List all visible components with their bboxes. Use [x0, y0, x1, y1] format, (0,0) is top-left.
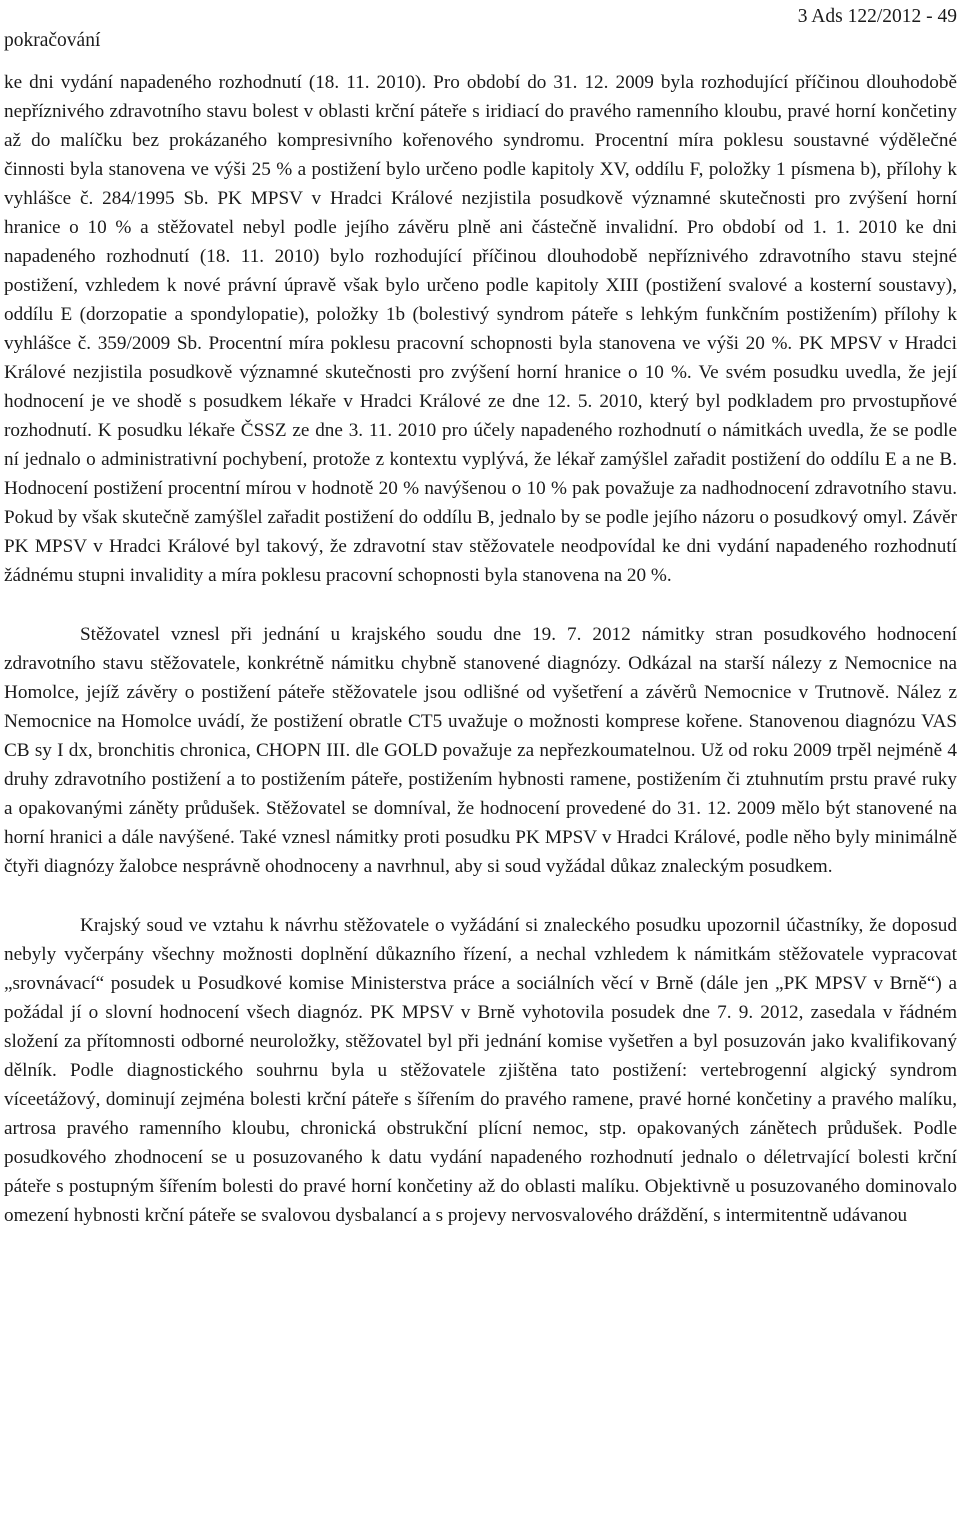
paragraph-2: Stěžovatel vznesl při jednání u krajského soudu dne 19. 7. 2012 námitky stran posudkového hodnocení zdravotního stavu stěžovatele, konkrétně námitku chybně stanovené diagnózy. Odkázal na starší nálezy z Nemocnice na Homolce, jejíž závěry o postižení páteře stěžovatele jsou odlišné od vyšetření a závěrů Nemocnice v Trutnově. Nález z Nemocnice na Homolce uvádí, že postižení obratle CT5 uvažuje o možnosti komprese kořene. Stanovenou diagnózu VAS CB sy I dx, bronchitis chronica, CHOPN III. dle GOLD považuje za nepřezkoumatelnou. Už od roku 2009 trpěl nejméně 4 druhy zdravotního postižení a to postižením páteře, postižením hybnosti ramene, postižením či ztuhnutím prstu pravé ruky a opakovanými záněty průdušek. Stěžovatel se domníval, že hodnocení provedené do 31. 12. 2009 mělo být stanovené na horní hranici a dále navýšené. Také vznesl námitky proti posudku PK MPSV v Hradci Králové, podle něho byly minimálně čtyři diagnózy žalobce nesprávně ohodnoceny a navrhnul, aby si soud vyžádal důkaz znaleckým posudkem.	[4, 624, 957, 877]
paragraph-3: Krajský soud ve vztahu k návrhu stěžovatele o vyžádání si znaleckého posudku upozornil účastníky, že doposud nebyly vyčerpány všechny možnosti doplnění důkazního řízení, a nechal vzhledem k námitkám stěžovatele vypracovat „srovnávací“ posudek u Posudkové komise Ministerstva práce a sociálních věcí v Brně (dále jen „PK MPSV v Brně“) a požádal jí o slovní hodnocení všech diagnóz. PK MPSV v Brně vyhotovila posudek dne 7. 9. 2012, zasedala v řádném složení za přítomnosti odborné neuroložky, stěžovatel byl při jednání komise vyšetřen a byl posuzován jako kvalifikovaný dělník. Podle diagnostického souhrnu byla u stěžovatele zjištěna tato postižení: vertebrogenní algický syndrom víceetážový, dominují zejména bolesti krční páteře s šířením do pravého ramene, pravé horné končetiny a pravého malíku, artrosa pravého ramenního kloubu, chronická obstrukční plícní nemoc, stp. opakovaných zánětech průdušek. Podle posudkového zhodnocení se u posuzovaného k datu vydání napadeného rozhodnutí jednalo o déletrvající bolesti krční páteře s postupným šířením bolesti do pravé horní končetiny až do oblasti malíku. Objektivně u posuzovaného dominovalo omezení hybnosti krční páteře se svalovou dysbalancí a s projevy nervosvalového dráždění, s intermitentně udávanou	[4, 915, 957, 1226]
page-header	[4, 0, 957, 62]
continuation-label: pokračování	[4, 30, 101, 51]
case-number: 3 Ads 122/2012 - 49	[797, 6, 957, 27]
paragraph-1: ke dni vydání napadeného rozhodnutí (18. 11. 2010). Pro období do 31. 12. 2009 byla rozhodující příčinou dlouhodobě nepříznivého zdravotního stavu bolest v oblasti krční páteře s iridiací do pravého ramenního kloubu, pravé horní končetiny až do malíčku bez prokázaného kompresivního kořenového syndromu. Procentní míra poklesu soustavné výdělečné činnosti byla stanovena ve výši 25 % a postižení bylo určeno podle kapitoly XV, oddílu F, položky 1 písmena b), přílohy k vyhlášce č. 284/1995 Sb. PK MPSV v Hradci Králové nezjistila posudkově významné skutečnosti pro zvýšení horní hranice o 10 % a stěžovatel nebyl podle jejího závěru plně ani částečně invalidní. Pro období od 1. 1. 2010 ke dni napadeného rozhodnutí (18. 11. 2010) bylo rozhodující příčinou dlouhodobě nepříznivého zdravotního stavu stejné postižení, vzhledem k nové právní úpravě však bylo určeno podle kapitoly XIII (postižení svalové a kosterní soustavy), oddílu E (dorzopatie a spondylopatie), položky 1b (bolestivý syndrom páteře s lehkým funkčním postižením) přílohy k vyhlášce č. 359/2009 Sb. Procentní míra poklesu pracovní schopnosti byla stanovena ve výši 20 %. PK MPSV v Hradci Králové nezjistila posudkově významné skutečnosti pro zvýšení horní hranice o 10 %. Ve svém posudku uvedla, že její hodnocení je ve shodě s posudkem lékaře v Hradci Králové ze dne 12. 5. 2010, který byl podkladem pro prvostupňové rozhodnutí. K posudku lékaře ČSSZ ze dne 3. 11. 2010 pro účely napadeného rozhodnutí o námitkách uvedla, že se podle ní jednalo o administrativní pochybení, protože z kontextu vyplývá, že lékař zamýšlel zařadit postižení do oddílu E a ne B. Hodnocení postižení procentní mírou v hodnotě 20 % navýšenou o 10 % pak považuje za nadhodnocení zdravotního stavu. Pokud by však skutečně zamýšlel zařadit postižení do oddílu B, jednalo by se podle jejího názoru o posudkový omyl. Závěr PK MPSV v Hradci Králové byl takový, že zdravotní stav stěžovatele neodpovídal ke dni vydání napadeného rozhodnutí žádnému stupni invalidity a míra poklesu pracovní schopnosti byla stanovena na 20 %.	[4, 72, 957, 586]
document-body	[4, 68, 957, 1230]
